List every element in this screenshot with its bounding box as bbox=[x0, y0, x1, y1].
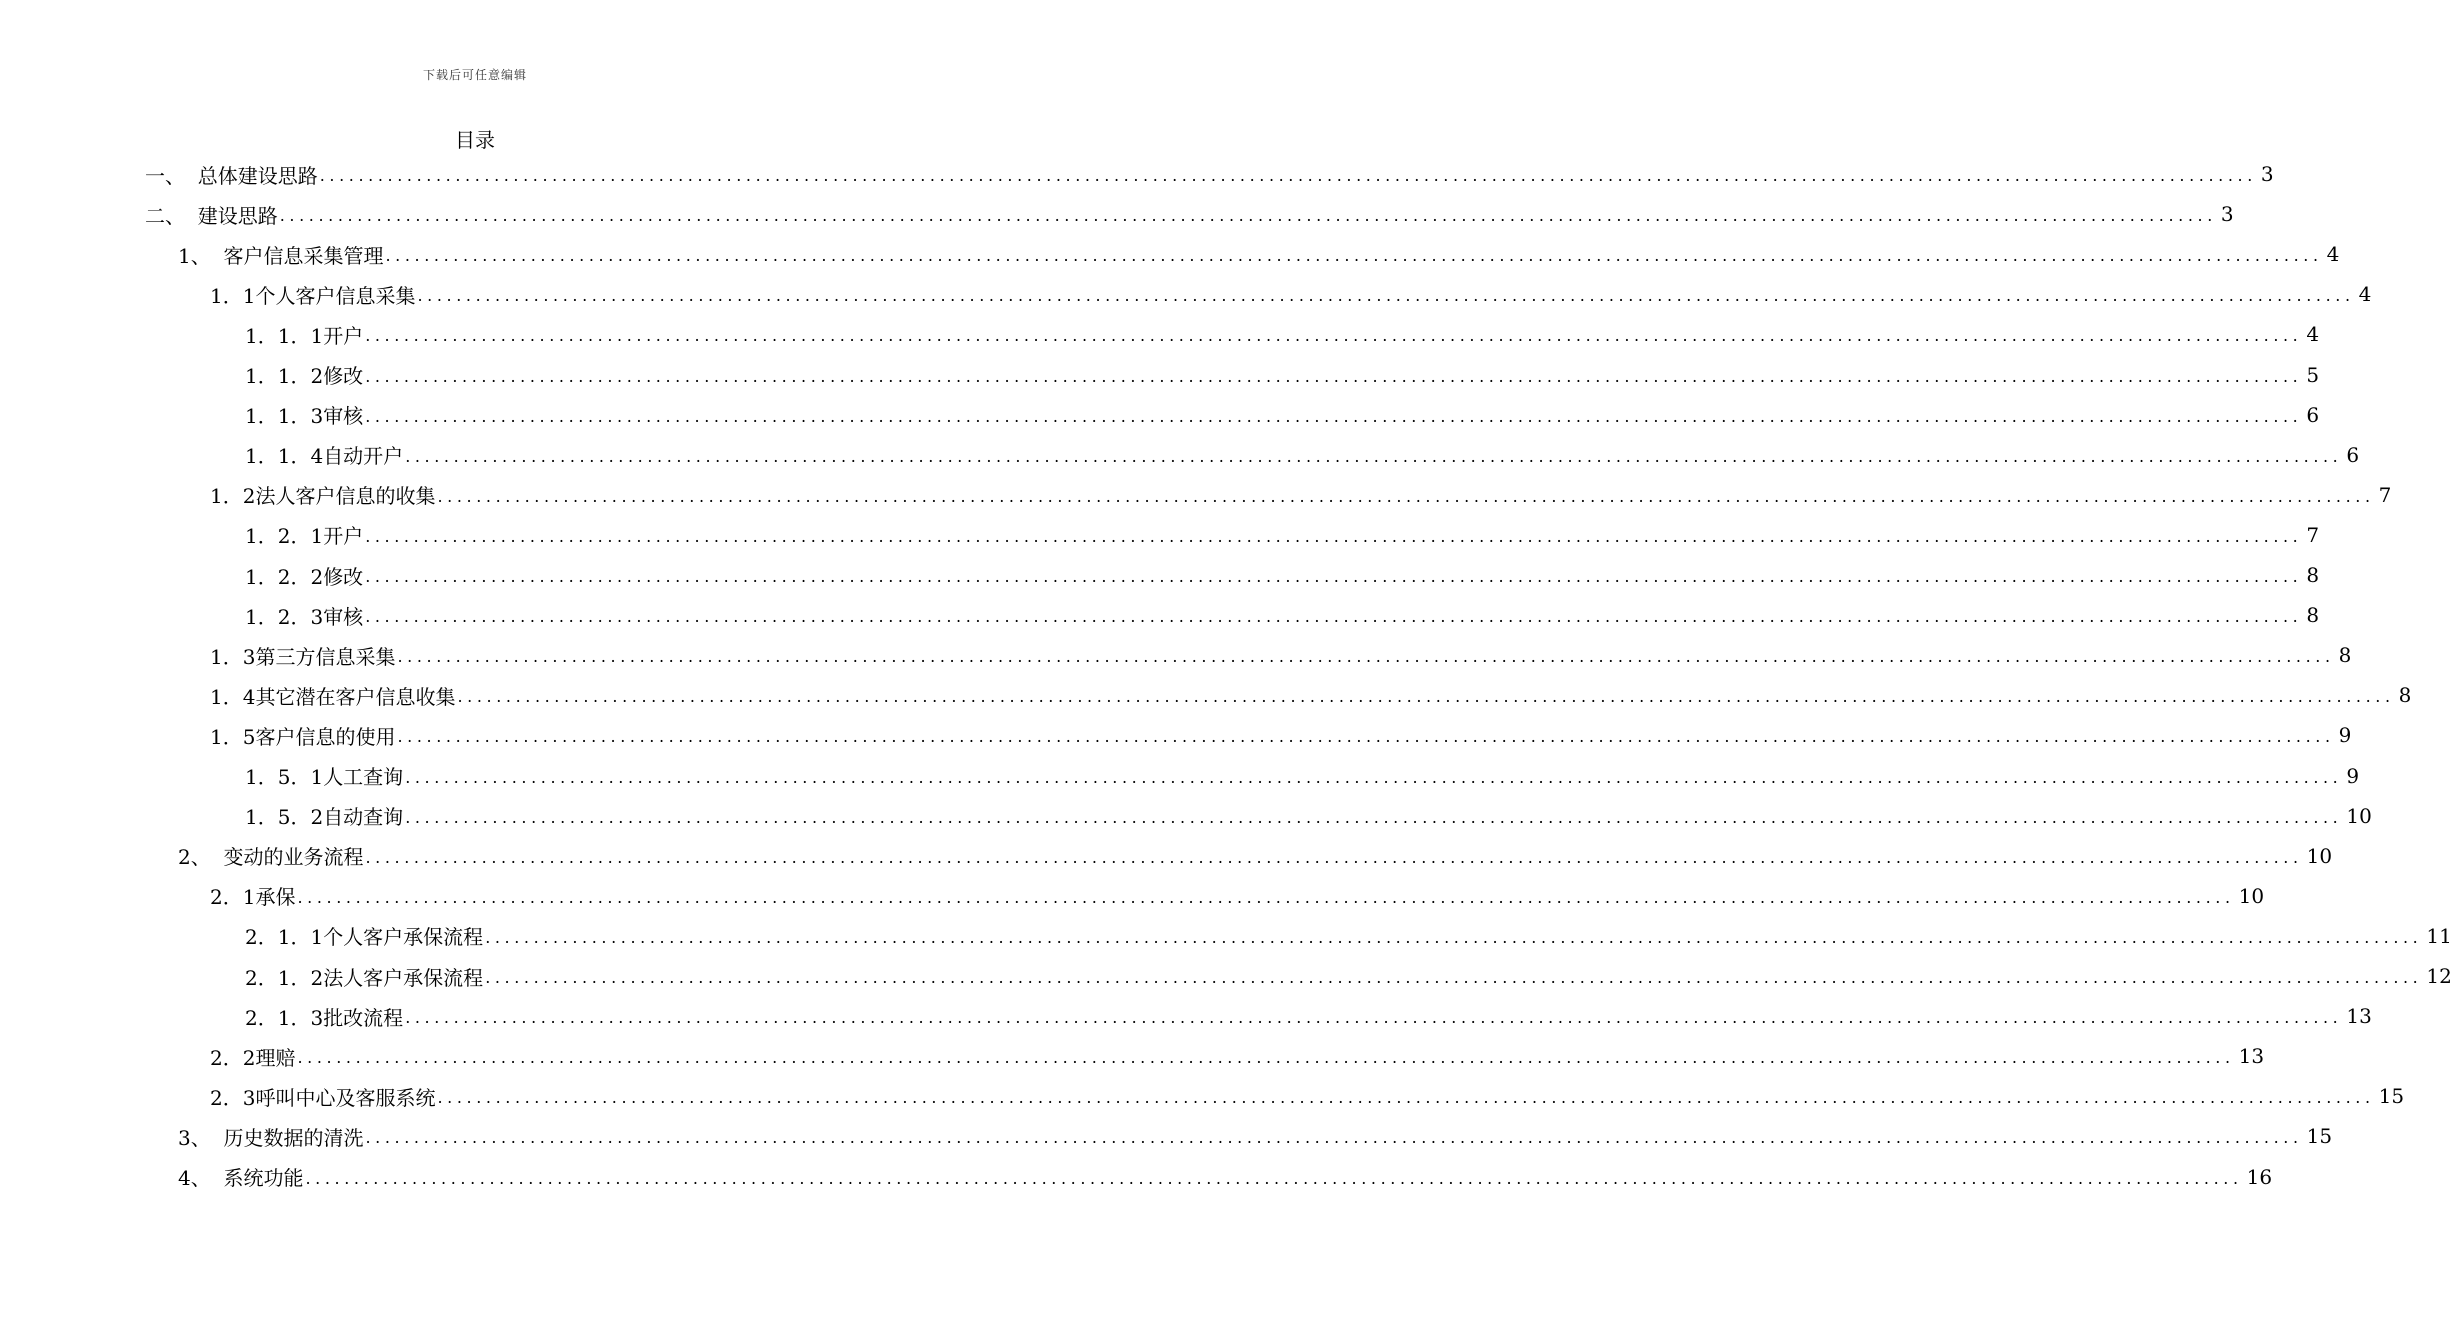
toc-dot-leader: ........................................................................................................................................................................................................ bbox=[365, 366, 2303, 386]
toc-entry-page-number: 5 bbox=[2306, 362, 2320, 387]
toc-dot-leader: ........................................................................................................................................................................................................ bbox=[397, 647, 2335, 667]
toc-entry[interactable] bbox=[178, 836, 2333, 876]
toc-entry-page-number: 8 bbox=[2338, 643, 2352, 668]
toc-entry-label: 建设思路 bbox=[197, 203, 278, 228]
toc-dot-leader: ........................................................................................................................................................................................................ bbox=[305, 1168, 2243, 1188]
toc-entry-page-number: 15 bbox=[2378, 1084, 2405, 1109]
toc-entry-number: 2、 bbox=[178, 845, 224, 870]
toc-entry[interactable] bbox=[210, 635, 2352, 675]
toc-entry-page-number: 8 bbox=[2306, 563, 2320, 587]
toc-dot-leader: ........................................................................................................................................................................................................ bbox=[365, 847, 2303, 867]
toc-entry-label: 第三方信息采集 bbox=[255, 644, 396, 669]
toc-entry-label: 自动查询 bbox=[323, 805, 404, 830]
toc-entry-page-number: 13 bbox=[2346, 1004, 2372, 1029]
toc-dot-leader: ........................................................................................................................................................................................................ bbox=[397, 727, 2335, 747]
toc-dot-leader: ........................................................................................................................................................................................................ bbox=[297, 887, 2235, 907]
toc-entry-number: 1．1．3 bbox=[245, 404, 324, 429]
toc-entry-label: 系统功能 bbox=[223, 1166, 304, 1190]
toc-entry[interactable] bbox=[210, 1076, 2405, 1116]
toc-entry-number: 1．3 bbox=[210, 644, 256, 669]
toc-dot-leader: ........................................................................................................................................................................................................ bbox=[365, 607, 2303, 627]
toc-dot-leader: ........................................................................................................................................................................................................ bbox=[485, 968, 2423, 987]
toc-entry-number: 1．1．1 bbox=[245, 323, 324, 348]
toc-entry-page-number: 4 bbox=[2358, 282, 2372, 307]
toc-entry-number: 一、 bbox=[145, 163, 198, 188]
toc-entry-number: 1．1．2 bbox=[245, 364, 324, 388]
toc-entry-label: 客户信息采集管理 bbox=[223, 243, 384, 268]
toc-entry-label: 人工查询 bbox=[323, 765, 404, 789]
toc-entry-number: 1、 bbox=[178, 243, 224, 268]
toc-entry-label: 批改流程 bbox=[323, 1005, 404, 1030]
toc-entry-page-number: 8 bbox=[2398, 683, 2412, 708]
toc-entry-label: 呼叫中心及客服系统 bbox=[255, 1085, 436, 1110]
toc-entry-number: 1．2．2 bbox=[245, 564, 324, 589]
toc-entry-label: 总体建设思路 bbox=[197, 163, 318, 188]
toc-entry[interactable] bbox=[245, 956, 2452, 996]
toc-entry-page-number: 13 bbox=[2238, 1044, 2265, 1069]
toc-dot-leader: ........................................................................................................................................................................................................ bbox=[437, 1088, 2375, 1108]
toc-dot-leader: ........................................................................................................................................................................................................ bbox=[405, 1008, 2343, 1028]
toc-title: 目录 bbox=[455, 128, 495, 152]
toc-entry-page-number: 10 bbox=[2306, 843, 2333, 868]
toc-dot-leader: ........................................................................................................................................................................................................ bbox=[405, 767, 2343, 787]
toc-dot-leader: ........................................................................................................................................................................................................ bbox=[365, 1128, 2303, 1148]
toc-dot-leader: ........................................................................................................................................................................................................ bbox=[365, 567, 2303, 586]
toc-dot-leader: ........................................................................................................................................................................................................ bbox=[297, 1048, 2235, 1068]
toc-entry[interactable] bbox=[145, 194, 2234, 234]
toc-entry[interactable] bbox=[145, 154, 2274, 194]
toc-entry-number: 1．5．1 bbox=[245, 765, 324, 789]
toc-dot-leader: ........................................................................................................................................................................................................ bbox=[485, 927, 2423, 947]
toc-entry-number: 1．5．2 bbox=[245, 805, 324, 830]
toc-dot-leader: ........................................................................................................................................................................................................ bbox=[405, 807, 2343, 827]
toc-entry-label: 变动的业务流程 bbox=[223, 845, 364, 870]
toc-entry-label: 修改 bbox=[323, 364, 364, 388]
toc-entry[interactable] bbox=[245, 355, 2320, 395]
toc-entry[interactable] bbox=[178, 234, 2340, 274]
toc-entry[interactable] bbox=[245, 515, 2320, 555]
header-note: 下载后可任意编辑 bbox=[422, 68, 527, 82]
toc-dot-leader: ........................................................................................................................................................................................................ bbox=[385, 246, 2323, 266]
toc-entry[interactable] bbox=[245, 916, 2452, 956]
toc-entry[interactable] bbox=[210, 274, 2372, 314]
toc-entry-page-number: 6 bbox=[2346, 442, 2360, 467]
toc-entry-number: 2．1．3 bbox=[245, 1005, 324, 1030]
toc-entry-number: 2．1 bbox=[210, 885, 256, 910]
toc-entry-label: 自动开户 bbox=[323, 444, 404, 469]
toc-entry-page-number: 6 bbox=[2306, 402, 2320, 427]
toc-entry-number: 4、 bbox=[178, 1166, 224, 1190]
toc-entry-label: 客户信息的使用 bbox=[255, 724, 396, 749]
toc-dot-leader: ........................................................................................................................................................................................................ bbox=[437, 486, 2375, 506]
toc-entry-number: 2．3 bbox=[210, 1085, 256, 1110]
toc-entry-number: 1．1．4 bbox=[245, 444, 324, 469]
toc-entry-label: 法人客户承保流程 bbox=[323, 965, 484, 990]
toc-entry-label: 历史数据的清洗 bbox=[223, 1125, 364, 1150]
toc-entry-label: 审核 bbox=[323, 404, 364, 429]
toc-entry-page-number: 7 bbox=[2378, 482, 2392, 507]
toc-dot-leader: ........................................................................................................................................................................................................ bbox=[365, 326, 2303, 346]
toc-entry-label: 修改 bbox=[323, 564, 364, 589]
toc-entry-label: 承保 bbox=[255, 885, 296, 910]
toc-entry-number: 1．4 bbox=[210, 684, 256, 709]
toc-dot-leader: ........................................................................................................................................................................................................ bbox=[417, 286, 2355, 306]
toc-entry-number: 1．1 bbox=[210, 283, 256, 308]
toc-entry[interactable] bbox=[210, 715, 2352, 755]
toc-entry-page-number: 12 bbox=[2426, 964, 2452, 988]
toc-entry[interactable] bbox=[245, 435, 2360, 475]
toc-entry-page-number: 16 bbox=[2246, 1164, 2273, 1189]
toc-entry-number: 3、 bbox=[178, 1125, 224, 1150]
toc-entry-page-number: 9 bbox=[2338, 723, 2352, 748]
toc-entry[interactable] bbox=[178, 1157, 2273, 1197]
toc-entry-page-number: 4 bbox=[2306, 322, 2320, 347]
toc-dot-leader: ........................................................................................................................................................................................................ bbox=[457, 687, 2395, 707]
toc-entry[interactable] bbox=[245, 555, 2320, 595]
toc-entry-number: 1．2．1 bbox=[245, 524, 324, 549]
toc-entry[interactable] bbox=[245, 996, 2372, 1036]
toc-entry[interactable] bbox=[245, 756, 2360, 796]
toc-entry-label: 个人客户承保流程 bbox=[323, 925, 484, 950]
toc-entry-label: 法人客户信息的收集 bbox=[255, 484, 436, 509]
toc-entry[interactable] bbox=[210, 876, 2265, 916]
toc-entry[interactable] bbox=[210, 675, 2412, 715]
toc-entry-number: 2．1．2 bbox=[245, 965, 324, 990]
toc-entry[interactable] bbox=[245, 595, 2320, 635]
toc-entry-label: 其它潜在客户信息收集 bbox=[255, 684, 456, 709]
toc-entry-page-number: 15 bbox=[2306, 1124, 2333, 1149]
toc-entry-number: 二、 bbox=[145, 203, 198, 228]
toc-entry[interactable] bbox=[245, 796, 2372, 836]
toc-dot-leader: ........................................................................................................................................................................................................ bbox=[319, 166, 2257, 185]
toc-entry-number: 2．2 bbox=[210, 1045, 256, 1070]
toc-entry[interactable] bbox=[245, 395, 2320, 435]
toc-entry-page-number: 8 bbox=[2306, 603, 2320, 628]
toc-dot-leader: ........................................................................................................................................................................................................ bbox=[405, 446, 2343, 466]
toc-entry[interactable] bbox=[210, 1036, 2265, 1076]
toc-entry[interactable] bbox=[210, 475, 2392, 515]
toc-entry-number: 1．5 bbox=[210, 724, 256, 749]
toc-entry-number: 1．2 bbox=[210, 484, 256, 509]
toc-entry-page-number: 9 bbox=[2346, 763, 2360, 788]
toc-entry[interactable] bbox=[178, 1116, 2333, 1156]
toc-entry-label: 理赔 bbox=[255, 1045, 296, 1070]
toc-entry-page-number: 3 bbox=[2220, 202, 2234, 227]
toc-dot-leader: ........................................................................................................................................................................................................ bbox=[365, 406, 2303, 426]
toc-entry[interactable] bbox=[245, 314, 2320, 354]
toc-entry-label: 个人客户信息采集 bbox=[255, 283, 416, 308]
toc-entry-number: 2．1．1 bbox=[245, 925, 324, 950]
toc-entry-page-number: 4 bbox=[2326, 242, 2340, 267]
toc-entry-label: 开户 bbox=[323, 524, 364, 549]
toc-entry-page-number: 10 bbox=[2346, 803, 2372, 828]
toc-entry-page-number: 11 bbox=[2426, 923, 2452, 948]
toc-entry-number: 1．2．3 bbox=[245, 604, 324, 629]
toc-entry-label: 审核 bbox=[323, 604, 364, 629]
toc-entry-label: 开户 bbox=[323, 323, 364, 348]
toc-entry-page-number: 7 bbox=[2306, 522, 2320, 547]
toc-dot-leader: ........................................................................................................................................................................................................ bbox=[279, 206, 2217, 226]
toc-dot-leader: ........................................................................................................................................................................................................ bbox=[365, 526, 2303, 546]
toc-entry-page-number: 10 bbox=[2238, 883, 2265, 908]
toc-entry-page-number: 3 bbox=[2260, 162, 2274, 186]
